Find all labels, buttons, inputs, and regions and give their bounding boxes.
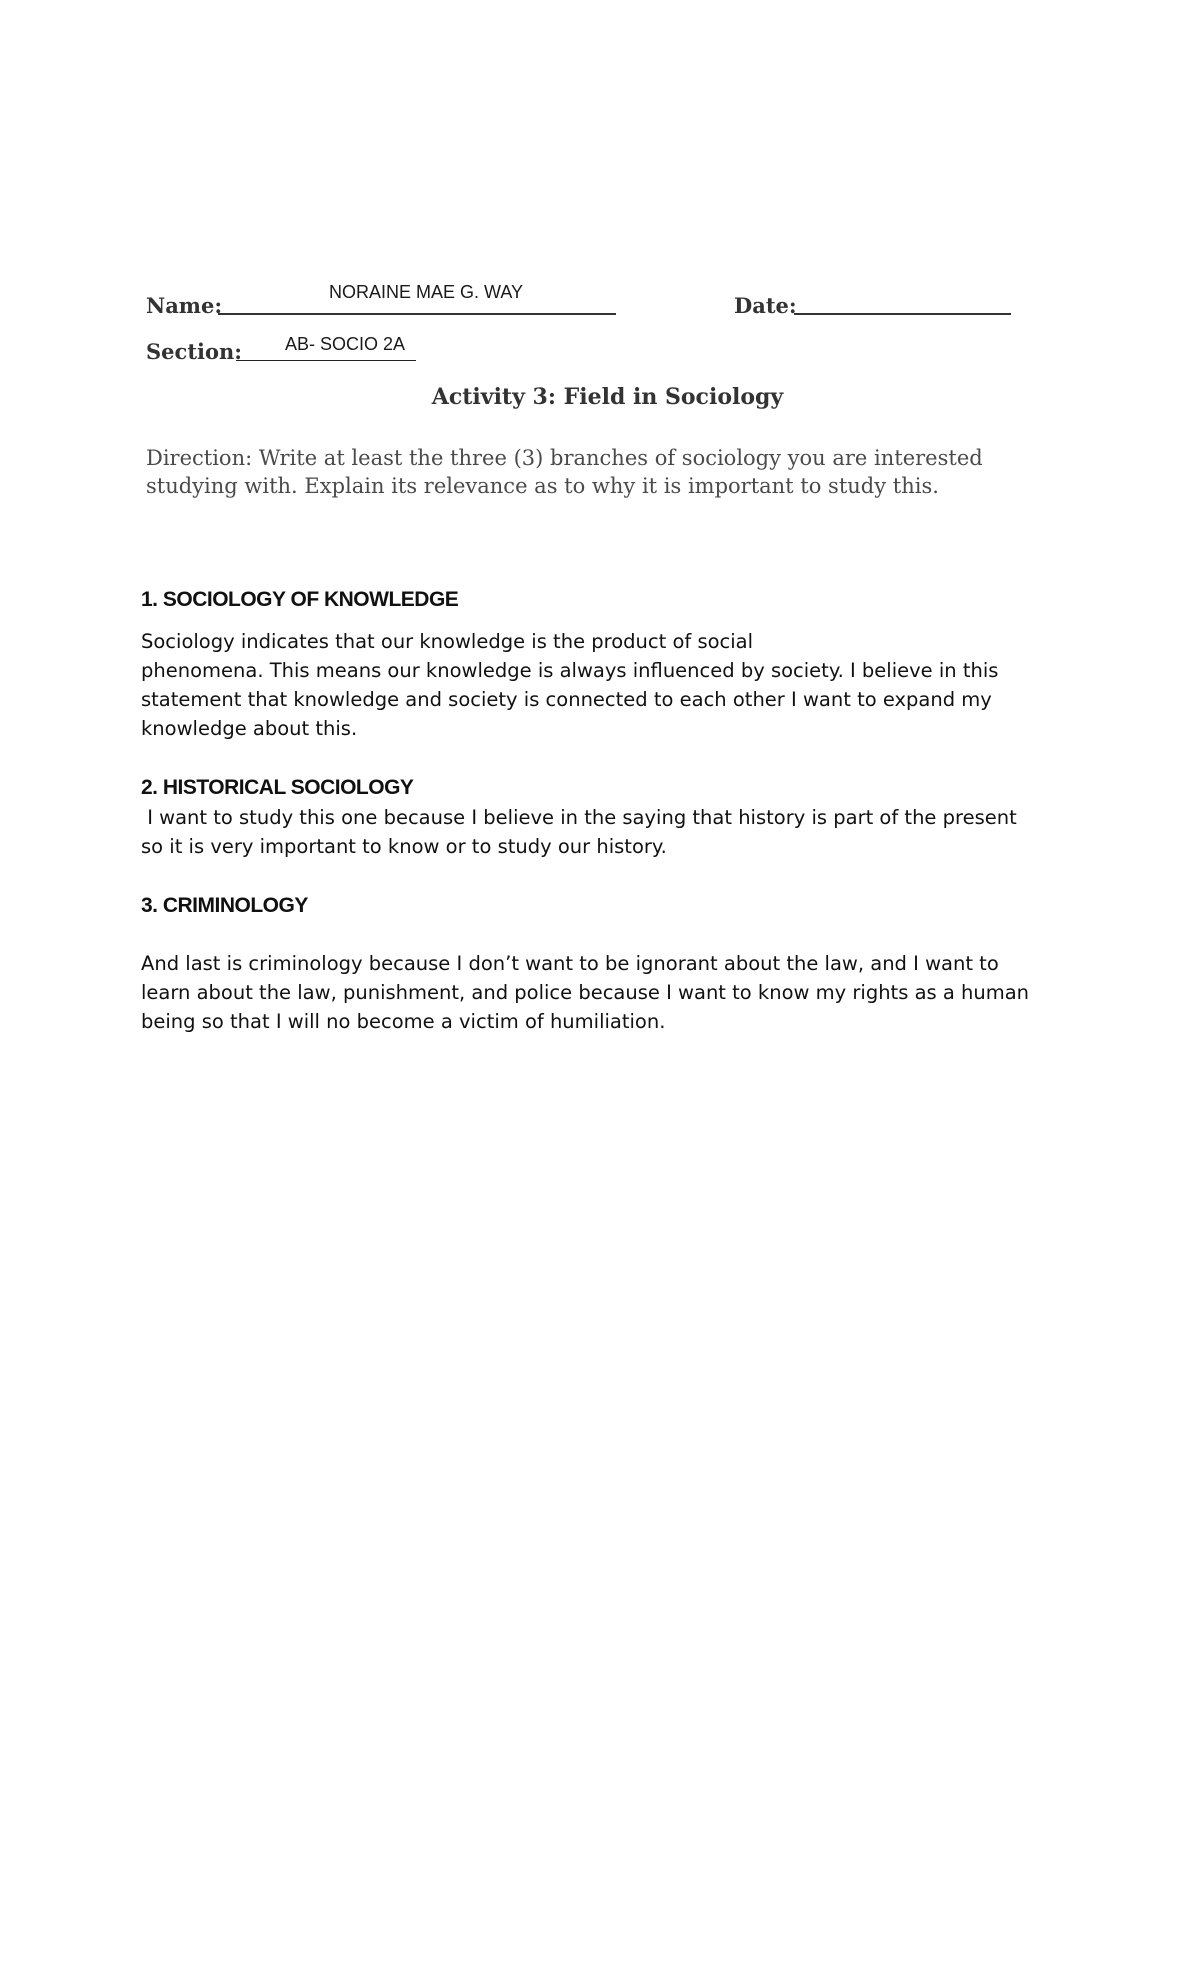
answer-line: I want to study this one because I believe in the saying that history is part of the present (141, 806, 1017, 829)
answer-line: knowledge about this. (141, 717, 358, 740)
answer-line: being so that I will no become a victim of humiliation. (141, 1010, 666, 1033)
answer-2 (141, 773, 1081, 861)
name-label: Name: (146, 293, 223, 318)
answer-1 (141, 585, 1081, 743)
section-value: AB- SOCIO 2A (285, 334, 406, 354)
answer-3 (141, 891, 1081, 1036)
activity-title: Activity 3: Field in Sociology (431, 384, 784, 410)
section-label: Section: (146, 339, 243, 364)
name-value: NORAINE MAE G. WAY (329, 282, 524, 302)
answer-line: statement that knowledge and society is connected to each other I want to expand my (141, 688, 992, 711)
answer-line: learn about the law, punishment, and police because I want to know my rights as a human (141, 981, 1030, 1004)
answer-line: And last is criminology because I don’t want to be ignorant about the law, and I want to (141, 952, 999, 975)
answer-heading: 2. HISTORICAL SOCIOLOGY (141, 776, 414, 799)
direction-text: Direction: Write at least the three (3) branches of sociology you are interested studying with. Explain its relevance as to why it is important to study this. (146, 446, 983, 498)
answers-section (141, 585, 1081, 1036)
answer-heading: 1. SOCIOLOGY OF KNOWLEDGE (141, 588, 459, 611)
answer-line: so it is very important to know or to study our history. (141, 835, 667, 858)
answer-line: Sociology indicates that our knowledge is the product of social (141, 630, 754, 653)
answer-heading: 3. CRIMINOLOGY (141, 894, 308, 917)
section-underline (236, 360, 416, 361)
answer-line: phenomena. This means our knowledge is always influenced by society. I believe in this (141, 659, 999, 682)
date-underline (794, 313, 1011, 315)
name-underline (218, 313, 616, 315)
date-label: Date: (734, 293, 797, 318)
